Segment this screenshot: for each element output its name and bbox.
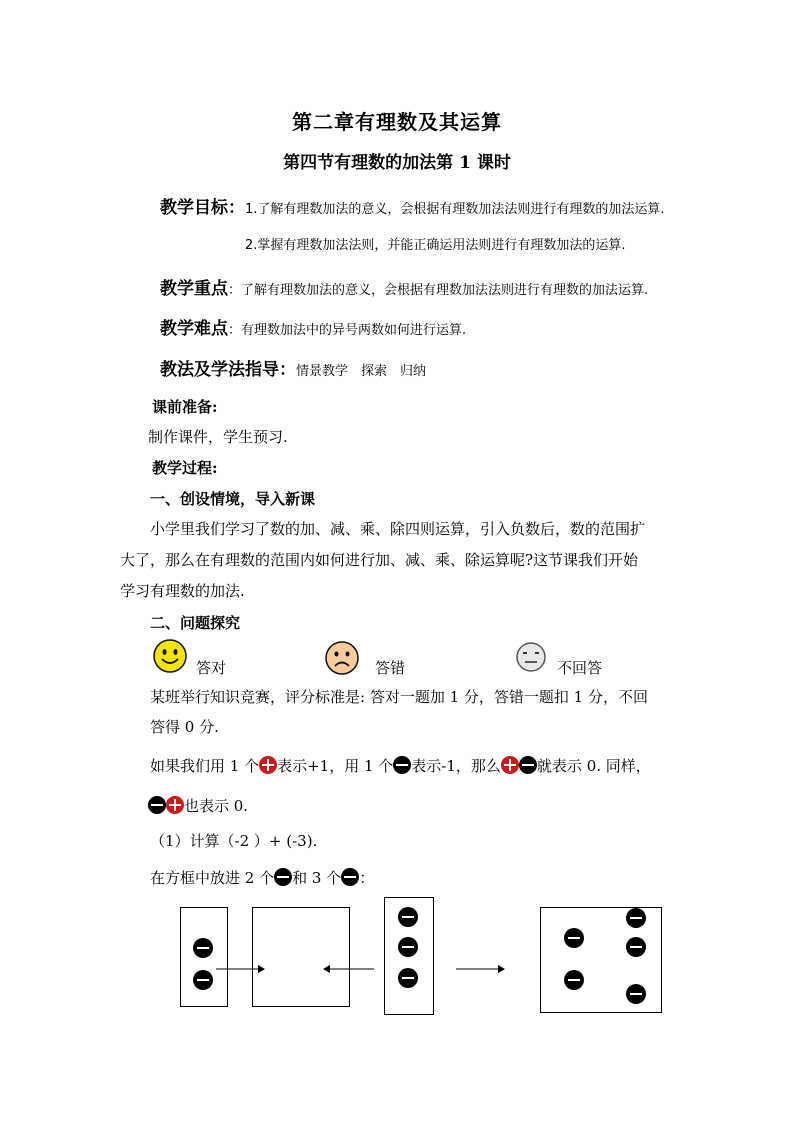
para-2-line-1: 某班举行知识竞赛，评分标准是: 答对一题加 1 分，答错一题扣 1 分，不回 (150, 688, 648, 706)
negative-token-icon (626, 937, 646, 957)
page-subtitle: 第四节有理数的加法第 1 课时 (283, 153, 511, 173)
page-title: 第二章有理数及其运算 (292, 110, 502, 134)
negative-token-icon (626, 984, 646, 1004)
negative-token-icon (193, 938, 213, 958)
sad-face-icon (324, 640, 360, 676)
key-point-text: ：了解有理数加法的意义，会根据有理数加法法则进行有理数的加法运算. (228, 283, 649, 298)
arrow-right-icon (456, 962, 506, 976)
question-1: （1）计算（-2 ）+ (-3). (150, 832, 318, 850)
method-line (160, 355, 426, 380)
arrow-right-icon (216, 962, 266, 976)
goals-line-1 (160, 193, 665, 218)
para-1-line-2: 大了，那么在有理数的范围内如何进行加、减、乘、除运算呢?这节课我们开始 (120, 551, 639, 569)
difficulty-text: ：有理数加法中的异号两数如何进行运算. (228, 323, 467, 338)
text-segment: 在方框中放进 2 个 (150, 869, 275, 887)
process-label: 教学过程: (152, 459, 218, 477)
para-1-line-1: 小学里我们学习了数的加、减、乘、除四则运算，引入负数后，数的范围扩 (150, 520, 646, 538)
smiley-face-icon (152, 638, 188, 674)
method-text: 情景教学 探索 归纳 (296, 364, 427, 379)
method-label: 教法及学法指导： (160, 360, 296, 380)
token-explain-line-2 (148, 795, 248, 816)
text-segment: 和 3 个 (292, 869, 342, 887)
text-segment: 就表示 0. 同样， (536, 757, 651, 775)
face-wrong-label: 答错 (375, 659, 406, 677)
text-segment: ： (359, 869, 375, 887)
goal-2-text: 2.掌握有理数加法法则，并能正确运用法则进行有理数加法的运算. (245, 238, 626, 253)
difficulty-label: 教学难点 (160, 319, 228, 339)
positive-token-icon (259, 756, 277, 774)
negative-token-icon (148, 796, 166, 814)
text-segment: 如果我们用 1 个 (150, 757, 260, 775)
neutral-face-icon (515, 641, 547, 673)
negative-token-icon (398, 937, 418, 957)
arrow-left-icon (322, 962, 374, 976)
para-1-line-3: 学习有理数的加法. (120, 582, 245, 600)
negative-token-icon (274, 868, 292, 886)
goal-1-text: 1.了解有理数加法的意义，会根据有理数加法法则进行有理数的加法运算. (245, 202, 665, 217)
key-point-line (160, 274, 648, 299)
negative-token-icon (341, 868, 359, 886)
prep-label: 课前准备: (152, 398, 218, 416)
face-correct-label: 答对 (196, 659, 227, 677)
box-empty (252, 907, 350, 1007)
negative-token-icon (519, 756, 537, 774)
token-explain-line (150, 755, 651, 776)
goals-label: 教学目标： (160, 198, 245, 218)
negative-token-icon (398, 907, 418, 927)
text-segment: 表示+1，用 1 个 (277, 757, 394, 775)
text-segment: 表示-1，那么 (411, 757, 501, 775)
section-1-heading: 一、创设情境，导入新课 (150, 490, 316, 508)
key-point-label: 教学重点 (160, 279, 228, 299)
text-segment: 也表示 0. (184, 797, 249, 815)
instruction-line (150, 867, 374, 888)
negative-token-icon (193, 970, 213, 990)
difficulty-line (160, 314, 466, 339)
face-no-answer-label: 不回答 (557, 659, 603, 677)
negative-token-icon (564, 970, 584, 990)
negative-token-icon (393, 756, 411, 774)
positive-token-icon (501, 756, 519, 774)
negative-token-icon (398, 968, 418, 988)
negative-token-icon (564, 928, 584, 948)
para-2-line-2: 答得 0 分. (150, 718, 219, 736)
prep-text: 制作课件，学生预习. (148, 428, 288, 446)
negative-token-icon (626, 908, 646, 928)
section-2-heading: 二、问题探究 (150, 614, 241, 632)
positive-token-icon (166, 796, 184, 814)
